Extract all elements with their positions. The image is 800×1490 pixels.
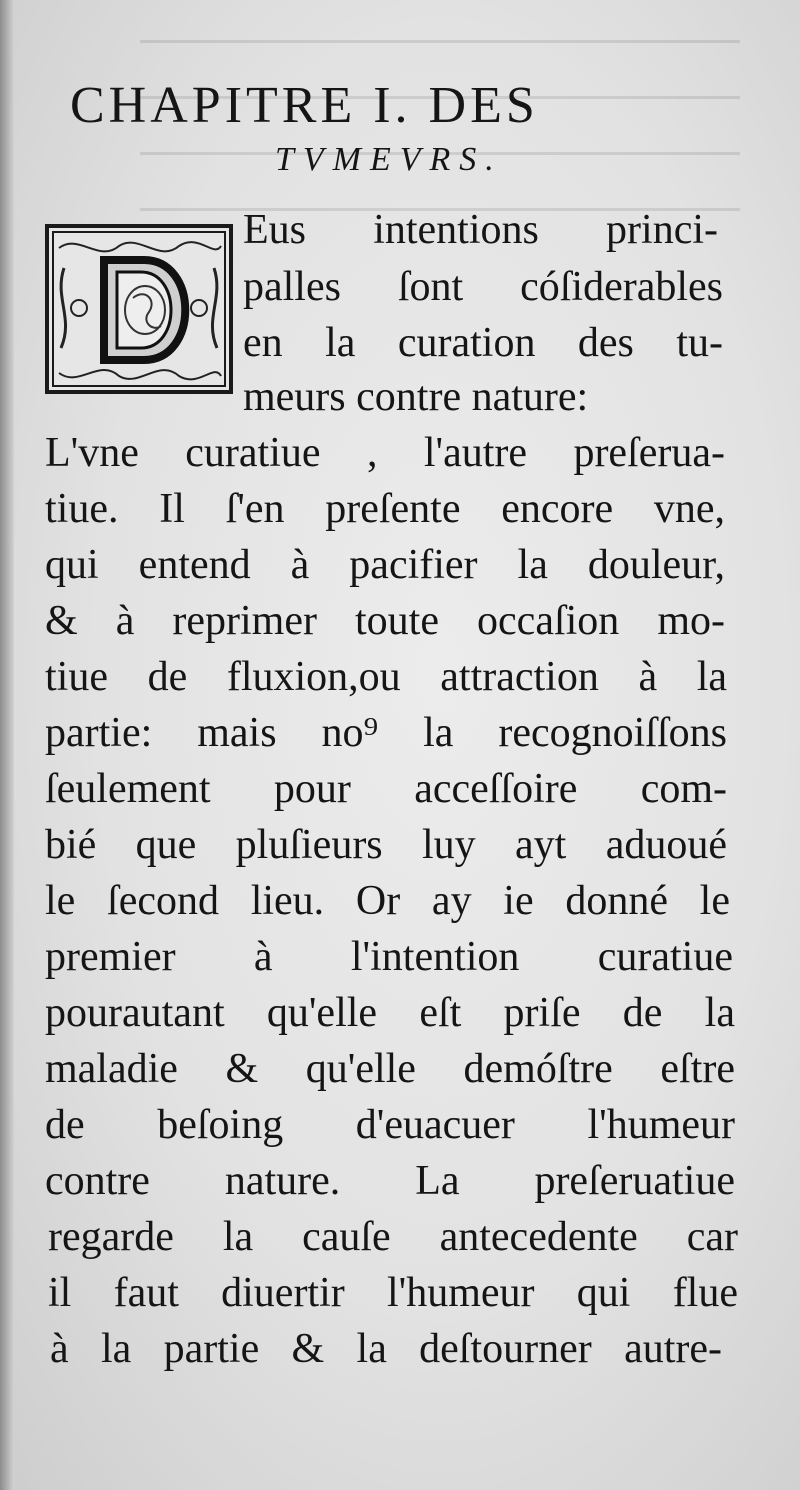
text-line: pourautant qu'elle eſt priſe de la	[45, 990, 735, 1036]
text-line: & à reprimer toute occaſion mo-	[45, 598, 725, 644]
text-line: de beſoing d'euacuer l'humeur	[45, 1102, 735, 1148]
text-line: palles ſont cóſiderables	[243, 264, 723, 310]
text-line: il faut diuertir l'humeur qui flue	[48, 1270, 738, 1316]
text-line: contre nature. La preſeruatiue	[45, 1158, 735, 1204]
text-line: ſeulement pour acceſſoire com-	[45, 766, 727, 812]
chapter-subtitle: TVMEVRS.	[275, 141, 503, 178]
text-line: L'vne curatiue , l'autre preſerua-	[45, 430, 725, 476]
text-line: bié que pluſieurs luy ayt aduoué	[45, 822, 727, 868]
text-line: à la partie & la deſtourner autre-	[50, 1326, 722, 1372]
text-line: Eus intentions princi-	[243, 207, 718, 253]
text-line: en la curation des tu-	[243, 320, 723, 366]
text-line: regarde la cauſe antecedente car	[48, 1214, 738, 1260]
text-line: partie: mais no⁹ la recognoiſſons	[45, 710, 727, 756]
text-line: tiue. Il ſ'en preſente encore vne,	[45, 486, 725, 532]
text-line: premier à l'intention curatiue	[45, 934, 733, 980]
text-line: qui entend à pacifier la douleur,	[45, 542, 725, 588]
text-line: tiue de fluxion,ou attraction à la	[45, 654, 727, 700]
text-line: meurs contre nature:	[243, 374, 589, 420]
text-line: le ſecond lieu. Or ay ie donné le	[45, 878, 730, 924]
text-line: maladie & qu'elle demóſtre eſtre	[45, 1046, 735, 1092]
chapter-title: CHAPITRE I. DES	[70, 77, 539, 134]
